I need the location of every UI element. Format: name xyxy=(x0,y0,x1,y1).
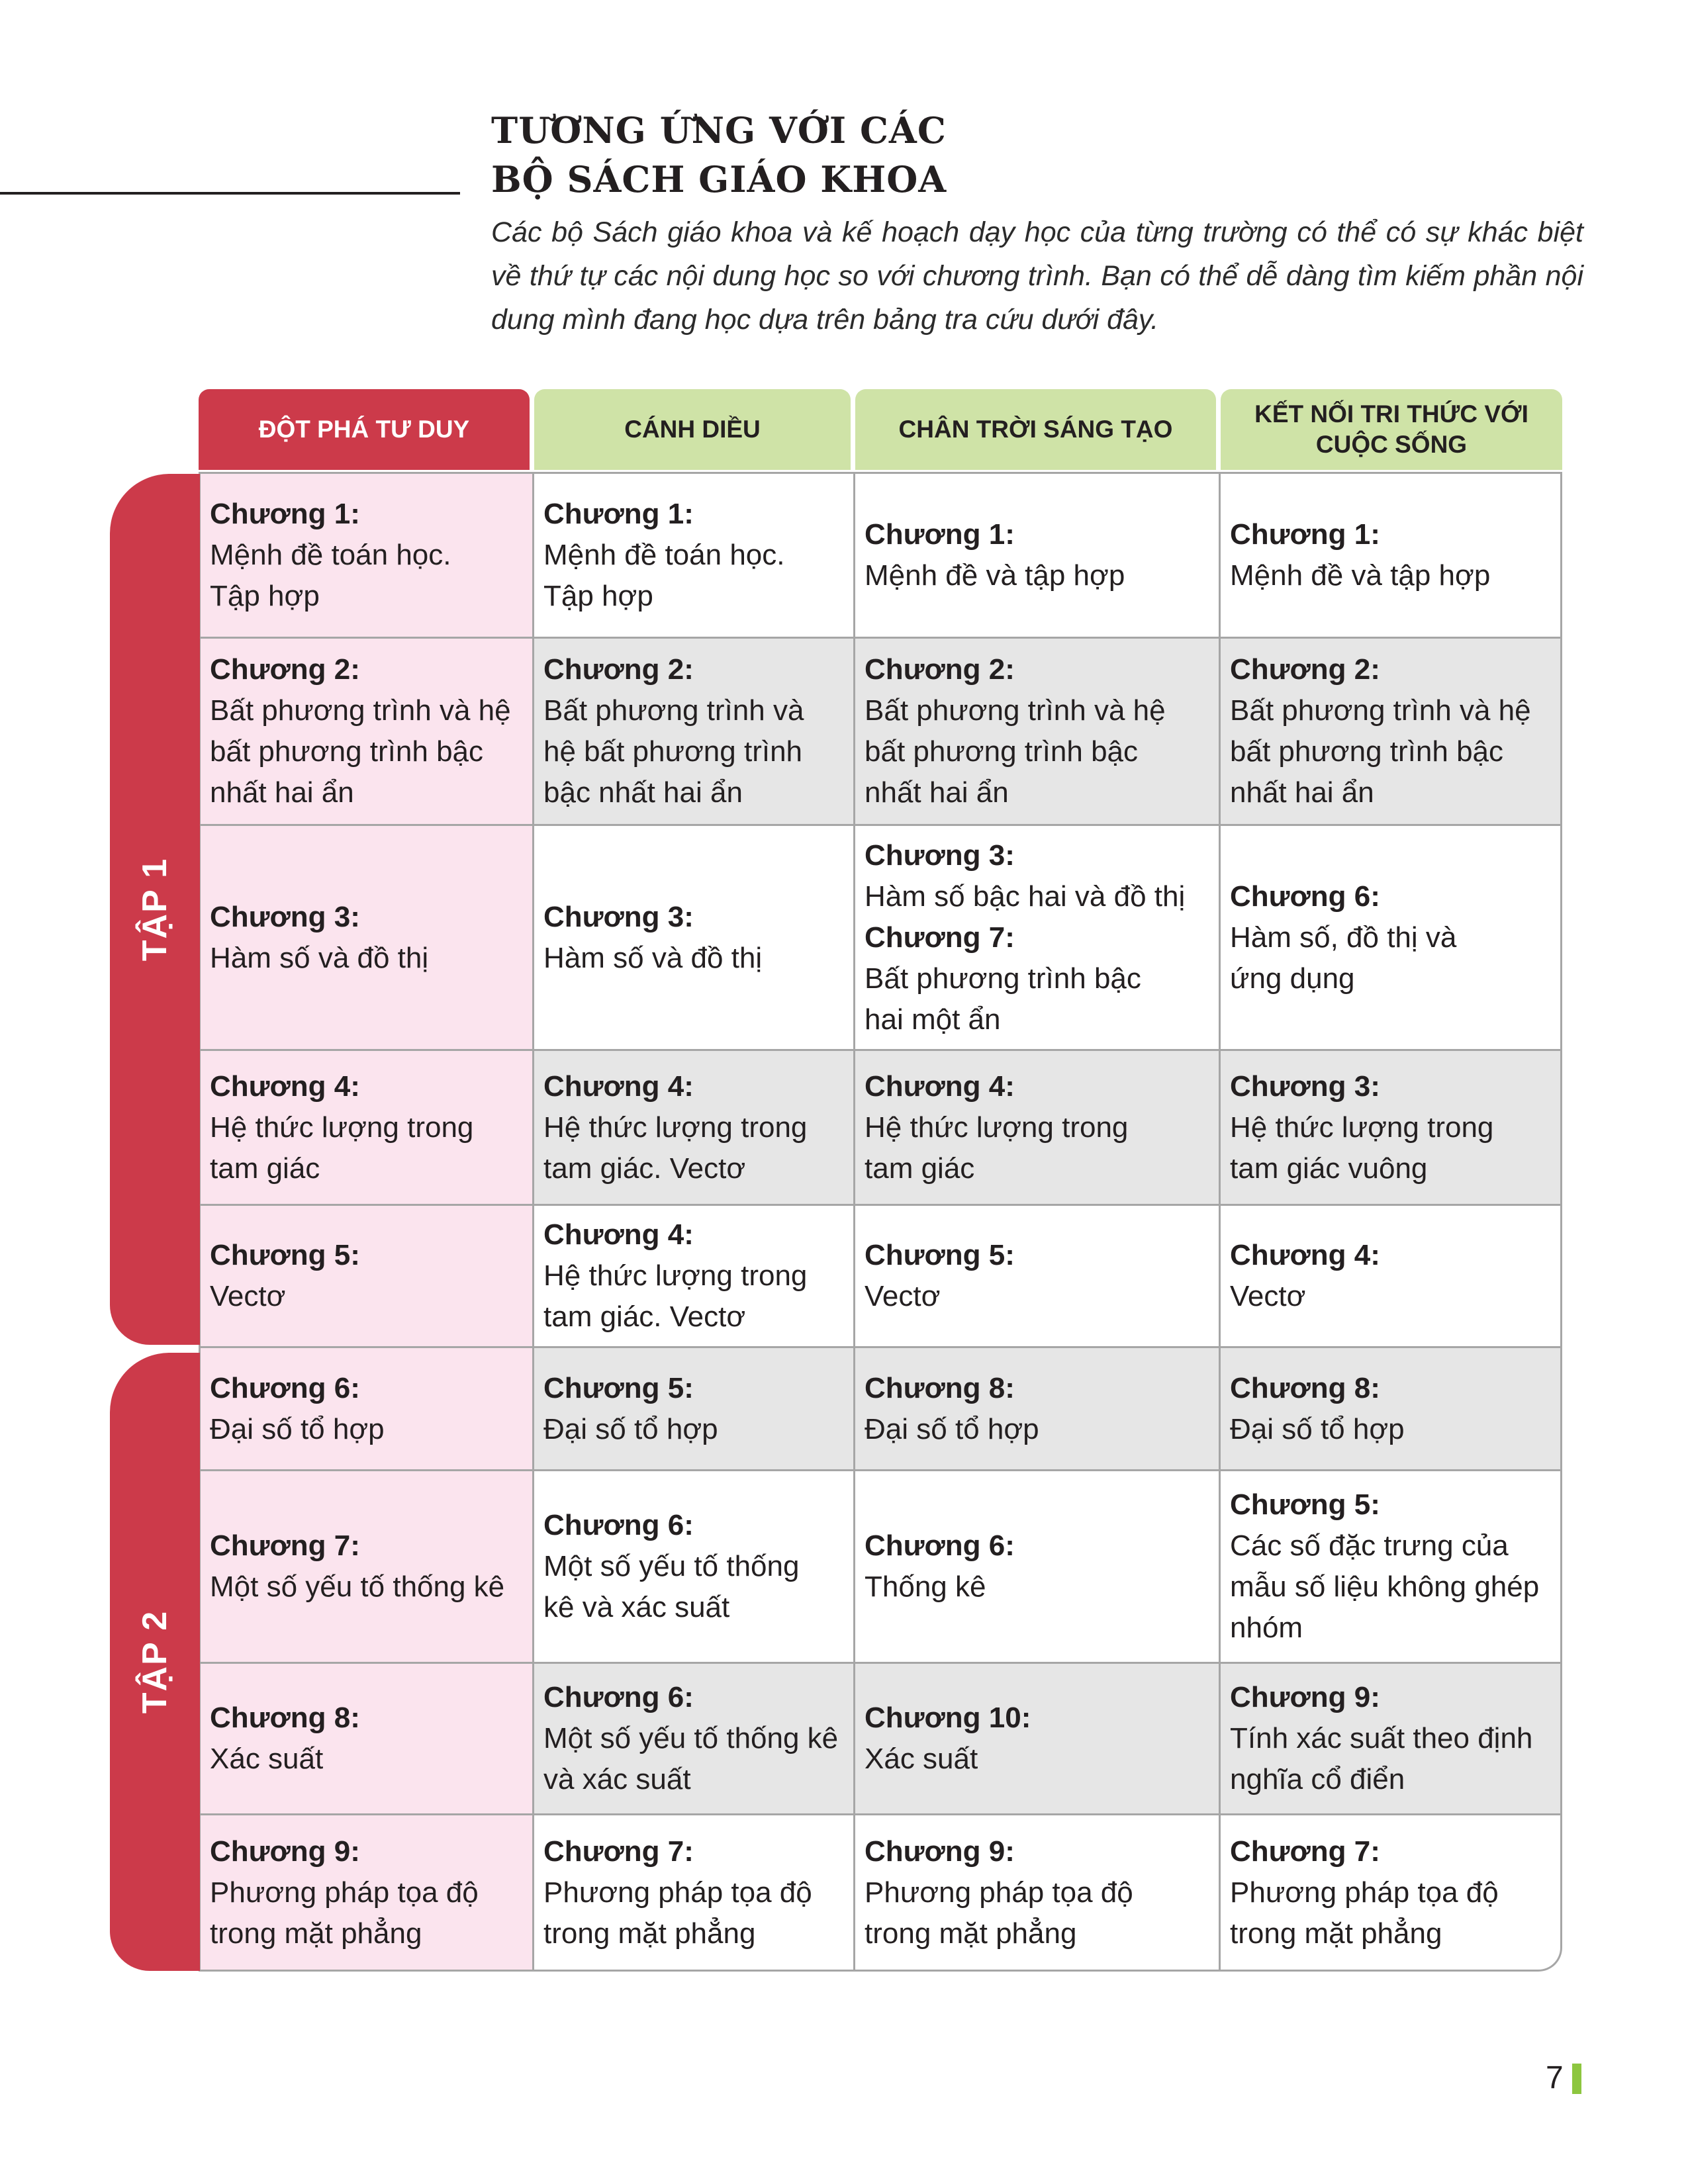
chapter-number: Chương 4: xyxy=(865,1069,1015,1103)
table-cell-kntt-row-8 xyxy=(1221,1664,1562,1815)
chapter-title-line: Hệ thức lượng trong xyxy=(1230,1111,1494,1144)
chapter-title-line: Đại số tổ hợp xyxy=(543,1412,718,1445)
chapter-title-line: bậc nhất hai ẩn xyxy=(543,776,743,809)
intro-text: Các bộ Sách giáo khoa và kế hoạch dạy học của từng trường có thể có sự khác biệt về thứ tự các nội dung học so với chương trình. Bạn có thể dễ dàng tìm kiếm phần nội dung mình đang học dựa trên bảng tra cứu dưới đây. xyxy=(491,216,1583,336)
chapter-number: Chương 1: xyxy=(865,518,1015,551)
chapter-title-line: Vectơ xyxy=(1230,1280,1306,1312)
chapter-title-line: trong mặt phẳng xyxy=(1230,1917,1442,1950)
chapter-title-line: Phương pháp tọa độ xyxy=(865,1876,1133,1909)
chapter-title-line: mẫu số liệu không ghép xyxy=(1230,1570,1540,1603)
chapter-title-line: nhóm xyxy=(1230,1612,1303,1644)
chapter-number: Chương 1: xyxy=(543,498,694,530)
table-cell-dpt-row-4 xyxy=(199,1051,534,1206)
chapter-title-line: Tập hợp xyxy=(543,580,653,612)
table-cell-cd-row-9 xyxy=(534,1815,855,1972)
chapter-number: Chương 6: xyxy=(210,1371,360,1404)
chapter-title-line: Phương pháp tọa độ xyxy=(210,1876,479,1909)
chapter-number: Chương 4: xyxy=(543,1218,694,1251)
table-cell-kntt-row-1 xyxy=(1221,472,1562,639)
table-cell-dpt-row-1 xyxy=(199,472,534,639)
chapter-number: Chương 7: xyxy=(543,1835,694,1868)
chapter-title-line: Một số yếu tố thống xyxy=(543,1550,800,1582)
table-cell-dpt-row-7 xyxy=(199,1471,534,1664)
chapter-title-line: Vectơ xyxy=(210,1280,286,1312)
chapter-title-line: Mệnh đề toán học. xyxy=(210,539,451,571)
chapter-number: Chương 2: xyxy=(1230,653,1380,686)
table-cell-cd-row-1 xyxy=(534,472,855,639)
chapter-number: Chương 5: xyxy=(1230,1488,1380,1521)
intro-paragraph xyxy=(491,210,1583,341)
chapter-title-line: Xác suất xyxy=(210,1743,324,1775)
chapter-title-line: Hệ thức lượng trong xyxy=(865,1111,1129,1144)
volume-label-1: TẬP 1 xyxy=(136,857,174,962)
chapter-title-line: kê và xác suất xyxy=(543,1591,730,1623)
chapter-number: Chương 1: xyxy=(210,498,360,530)
chapter-number: Chương 9: xyxy=(210,1835,360,1868)
chapter-number: Chương 3: xyxy=(1230,1069,1380,1103)
table-cell-ctst-row-9 xyxy=(855,1815,1221,1972)
table-cell-dpt-row-8 xyxy=(199,1664,534,1815)
chapter-title-line: Hàm số bậc hai và đồ thị xyxy=(865,880,1186,913)
chapter-title-line: tam giác xyxy=(210,1152,320,1185)
chapter-title-line: Bất phương trình và xyxy=(543,694,804,727)
chapter-number: Chương 9: xyxy=(865,1835,1015,1868)
chapter-title-line: Đại số tổ hợp xyxy=(865,1412,1039,1445)
table-cell-ctst-row-7 xyxy=(855,1471,1221,1664)
chapter-title-line: Hàm số, đồ thị và xyxy=(1230,921,1457,954)
chapter-title-line: nhất hai ẩn xyxy=(865,776,1009,809)
chapter-title-line: Một số yếu tố thống kê xyxy=(210,1570,505,1603)
table-cell-ctst-row-1 xyxy=(855,472,1221,639)
chapter-title-line: Mệnh đề toán học. xyxy=(543,539,785,571)
page-number-marker xyxy=(1572,2064,1581,2094)
chapter-title-line: Mệnh đề và tập hợp xyxy=(1230,559,1491,592)
chapter-title-line: bất phương trình bậc xyxy=(210,735,484,768)
chapter-number: Chương 7: xyxy=(865,921,1015,954)
chapter-title-line: Đại số tổ hợp xyxy=(210,1412,385,1445)
chapter-number: Chương 4: xyxy=(543,1069,694,1103)
chapter-title-line: Hệ thức lượng trong xyxy=(210,1111,474,1144)
chapter-title-line: Đại số tổ hợp xyxy=(1230,1412,1405,1445)
table-cell-cd-row-2 xyxy=(534,639,855,826)
chapter-title-line: Tập hợp xyxy=(210,580,320,612)
chapter-title-line: Thống kê xyxy=(865,1570,986,1603)
table-cell-kntt-row-7 xyxy=(1221,1471,1562,1664)
page-title xyxy=(491,106,1617,204)
chapter-number: Chương 8: xyxy=(865,1371,1015,1404)
chapter-number: Chương 6: xyxy=(543,1681,694,1713)
volume-tab-2 xyxy=(110,1353,200,1971)
chapter-number: Chương 3: xyxy=(865,839,1015,872)
table-cell-kntt-row-9 xyxy=(1221,1815,1562,1972)
chapter-title-line: bất phương trình bậc xyxy=(865,735,1139,768)
table-cell-kntt-row-6 xyxy=(1221,1348,1562,1471)
chapter-title-line: Hàm số và đồ thị xyxy=(210,941,429,974)
chapter-title-line: ứng dụng xyxy=(1230,962,1355,995)
table-cell-ctst-row-6 xyxy=(855,1348,1221,1471)
table-cell-ctst-row-8 xyxy=(855,1664,1221,1815)
volume-tab-1 xyxy=(110,474,200,1345)
chapter-title-line: Phương pháp tọa độ xyxy=(1230,1876,1499,1909)
table-cell-cd-row-3 xyxy=(534,826,855,1051)
table-cell-cd-row-6 xyxy=(534,1348,855,1471)
table-cell-ctst-row-5 xyxy=(855,1206,1221,1348)
table-cell-kntt-row-2 xyxy=(1221,639,1562,826)
chapter-number: Chương 5: xyxy=(543,1371,694,1404)
chapter-number: Chương 10: xyxy=(865,1702,1031,1734)
chapter-title-line: tam giác vuông xyxy=(1230,1152,1428,1185)
chapter-title-line: Bất phương trình và hệ xyxy=(210,694,511,727)
chapter-title-line: Tính xác suất theo định xyxy=(1230,1722,1533,1754)
table-cell-dpt-row-3 xyxy=(199,826,534,1051)
chapter-title-line: tam giác xyxy=(865,1152,975,1185)
title-line-1: TƯƠNG ỨNG VỚI CÁC xyxy=(491,109,947,152)
chapter-number: Chương 6: xyxy=(865,1529,1015,1562)
chapter-number: Chương 8: xyxy=(1230,1371,1380,1404)
chapter-number: Chương 2: xyxy=(865,653,1015,686)
chapter-number: Chương 2: xyxy=(210,653,360,686)
chapter-title-line: nghĩa cổ điển xyxy=(1230,1763,1405,1796)
volume-label-2: TẬP 2 xyxy=(136,1610,174,1714)
chapter-number: Chương 4: xyxy=(1230,1239,1380,1271)
chapter-title-line: trong mặt phẳng xyxy=(543,1917,756,1950)
chapter-title-line: Vectơ xyxy=(865,1280,941,1312)
chapter-title-line: Hệ thức lượng trong xyxy=(543,1259,808,1292)
chapter-number: Chương 6: xyxy=(543,1509,694,1541)
table-cell-dpt-row-9 xyxy=(199,1815,534,1972)
chapter-title-line: Hàm số và đồ thị xyxy=(543,941,763,974)
column-header-dot-pha-tu-duy: ĐỘT PHÁ TƯ DUY xyxy=(199,389,530,470)
table-cell-dpt-row-6 xyxy=(199,1348,534,1471)
chapter-title-line: Phương pháp tọa độ xyxy=(543,1876,812,1909)
table-cell-cd-row-8 xyxy=(534,1664,855,1815)
chapter-title-line: trong mặt phẳng xyxy=(865,1917,1077,1950)
chapter-title-line: tam giác. Vectơ xyxy=(543,1152,746,1185)
chapter-title-line: Xác suất xyxy=(865,1743,978,1775)
chapter-title-line: Các số đặc trưng của xyxy=(1230,1529,1509,1562)
chapter-title-line: hai một ẩn xyxy=(865,1003,1001,1036)
chapter-title-line: hệ bất phương trình xyxy=(543,735,803,768)
chapter-title-line: Một số yếu tố thống kê xyxy=(543,1722,839,1754)
page-number: 7 xyxy=(1546,2060,1564,2095)
header-rule xyxy=(0,192,460,195)
chapter-title-line: nhất hai ẩn xyxy=(210,776,354,809)
table-cell-cd-row-7 xyxy=(534,1471,855,1664)
column-header-ket-noi-tri-thuc: KẾT NỐI TRI THỨC VỚI CUỘC SỐNG xyxy=(1221,389,1562,470)
chapter-title-line: nhất hai ẩn xyxy=(1230,776,1374,809)
chapter-title-line: Mệnh đề và tập hợp xyxy=(865,559,1125,592)
chapter-number: Chương 5: xyxy=(865,1239,1015,1271)
lookup-table xyxy=(199,389,1562,1978)
column-header-chan-troi-sang-tao: CHÂN TRỜI SÁNG TẠO xyxy=(855,389,1216,470)
table-cell-ctst-row-4 xyxy=(855,1051,1221,1206)
chapter-number: Chương 2: xyxy=(543,653,694,686)
chapter-number: Chương 3: xyxy=(543,900,694,933)
title-line-2: BỘ SÁCH GIÁO KHOA xyxy=(491,158,947,201)
table-cell-ctst-row-2 xyxy=(855,639,1221,826)
chapter-number: Chương 8: xyxy=(210,1702,360,1734)
chapter-number: Chương 7: xyxy=(210,1529,360,1562)
chapter-number: Chương 1: xyxy=(1230,518,1380,551)
chapter-number: Chương 3: xyxy=(210,900,360,933)
chapter-number: Chương 7: xyxy=(1230,1835,1380,1868)
chapter-title-line: và xác suất xyxy=(543,1763,691,1796)
chapter-title-line: Hệ thức lượng trong xyxy=(543,1111,808,1144)
chapter-number: Chương 9: xyxy=(1230,1681,1380,1713)
chapter-number: Chương 5: xyxy=(210,1239,360,1271)
table-cell-kntt-row-5 xyxy=(1221,1206,1562,1348)
table-cell-ctst-row-3 xyxy=(855,826,1221,1051)
chapter-title-line: Bất phương trình và hệ xyxy=(865,694,1166,727)
table-cell-cd-row-4 xyxy=(534,1051,855,1206)
chapter-title-line: tam giác. Vectơ xyxy=(543,1300,746,1333)
table-cell-kntt-row-4 xyxy=(1221,1051,1562,1206)
column-header-canh-dieu: CÁNH DIỀU xyxy=(534,389,851,470)
table-cell-kntt-row-3 xyxy=(1221,826,1562,1051)
table-cell-dpt-row-5 xyxy=(199,1206,534,1348)
table-cell-cd-row-5 xyxy=(534,1206,855,1348)
chapter-title-line: Bất phương trình bậc xyxy=(865,962,1141,995)
chapter-number: Chương 6: xyxy=(1230,880,1380,913)
table-cell-dpt-row-2 xyxy=(199,639,534,826)
chapter-title-line: bất phương trình bậc xyxy=(1230,735,1504,768)
chapter-title-line: Bất phương trình và hệ xyxy=(1230,694,1531,727)
chapter-title-line: trong mặt phẳng xyxy=(210,1917,422,1950)
chapter-number: Chương 4: xyxy=(210,1069,360,1103)
